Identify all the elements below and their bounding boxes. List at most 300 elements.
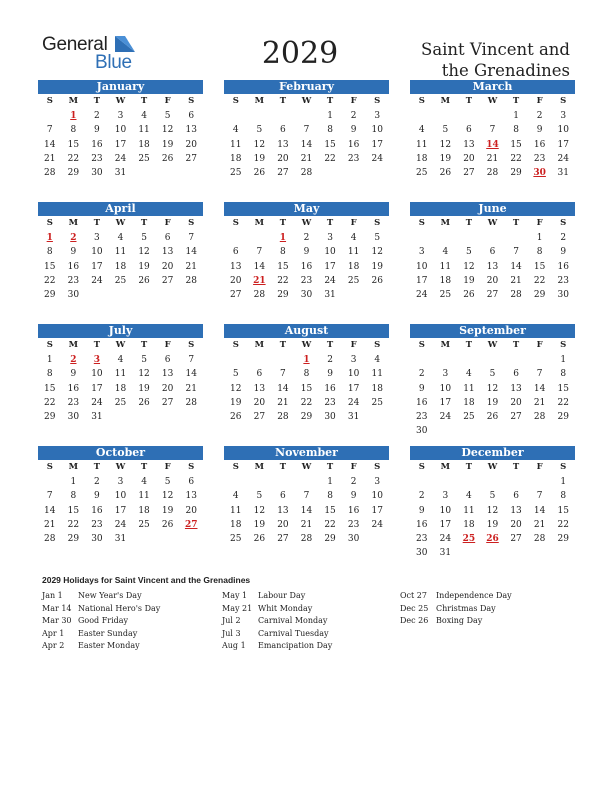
weekday-label: W (301, 96, 312, 106)
weekday-label: S (418, 340, 425, 350)
weekday-label: M (440, 96, 451, 106)
month-days-grid (224, 338, 389, 424)
day-cell: 3 (442, 369, 449, 380)
day-cell: 21 (44, 519, 56, 530)
weekday-label: S (374, 340, 381, 350)
empty-day-cell (504, 231, 528, 245)
day-cell: 9 (94, 125, 100, 136)
holiday-date: May 21 (222, 603, 253, 613)
month-days-grid (38, 460, 203, 546)
day-cell: 27 (510, 412, 522, 423)
day-cell: 15 (44, 261, 56, 272)
weekday-label: S (46, 462, 53, 472)
empty-day-cell (528, 475, 552, 489)
day-cell: 27 (161, 397, 174, 408)
day-cell: 30 (67, 290, 80, 301)
day-cell: 12 (463, 261, 475, 272)
day-cell: 31 (114, 534, 127, 545)
day-cell: 4 (117, 233, 124, 243)
weekday-label: T (93, 218, 101, 228)
day-cell: 25 (416, 168, 428, 179)
day-cell: 9 (350, 125, 357, 136)
day-cell: 11 (347, 247, 360, 258)
empty-day-cell (224, 231, 248, 245)
weekday-label: S (560, 218, 567, 228)
empty-day-cell (410, 475, 434, 489)
holiday-day-cell: 3 (93, 355, 101, 365)
weekday-label: S (188, 218, 195, 228)
day-cell: 3 (442, 491, 449, 502)
day-cell: 11 (416, 139, 428, 150)
day-cell: 7 (188, 233, 195, 243)
day-cell: 7 (536, 491, 543, 502)
weekday-label: T (326, 218, 334, 228)
day-cell: 2 (327, 355, 333, 365)
day-cell: 18 (371, 383, 383, 394)
weekday-label: T (326, 96, 334, 106)
day-cell: 26 (161, 519, 174, 530)
day-cell: 13 (185, 491, 197, 502)
day-cell: 18 (463, 397, 475, 408)
month-header: November (224, 446, 389, 460)
empty-day-cell (295, 109, 319, 123)
day-cell: 2 (94, 111, 100, 121)
day-cell: 28 (533, 534, 546, 545)
day-cell: 28 (185, 397, 197, 408)
month-december (410, 446, 575, 561)
day-cell: 21 (185, 383, 197, 394)
empty-day-cell (504, 353, 528, 367)
day-cell: 23 (557, 275, 569, 286)
day-cell: 13 (277, 505, 289, 516)
day-cell: 15 (44, 383, 56, 394)
day-cell: 28 (300, 534, 313, 545)
day-cell: 24 (114, 153, 127, 164)
day-cell: 9 (70, 247, 77, 258)
month-header: April (38, 202, 203, 216)
day-cell: 11 (230, 505, 242, 516)
day-cell: 14 (510, 261, 522, 272)
day-cell: 12 (486, 383, 499, 394)
day-cell: 6 (513, 491, 519, 502)
day-cell: 9 (350, 491, 357, 502)
day-cell: 30 (416, 426, 428, 437)
day-cell: 6 (164, 233, 171, 243)
day-cell: 4 (141, 111, 147, 121)
day-cell: 19 (138, 383, 150, 394)
day-cell: 4 (232, 491, 239, 502)
day-cell: 18 (114, 383, 127, 394)
day-cell: 5 (442, 125, 449, 136)
weekday-label: S (418, 462, 425, 472)
day-cell: 25 (347, 275, 360, 286)
day-cell: 25 (114, 397, 127, 408)
day-cell: 19 (161, 139, 174, 150)
day-cell: 24 (91, 397, 103, 408)
weekday-label: T (465, 462, 473, 472)
day-cell: 2 (418, 491, 425, 502)
day-cell: 31 (439, 548, 452, 559)
holiday-column (42, 590, 160, 653)
weekday-label: W (301, 462, 312, 472)
day-cell: 17 (347, 383, 360, 394)
day-cell: 25 (138, 519, 150, 530)
weekday-label: W (487, 96, 498, 106)
day-cell: 3 (374, 477, 381, 487)
day-cell: 15 (67, 505, 80, 516)
weekday-label: W (487, 340, 498, 350)
day-cell: 1 (327, 477, 333, 487)
day-cell: 3 (418, 247, 425, 258)
month-days-grid (38, 338, 203, 424)
day-cell: 27 (277, 534, 289, 545)
weekday-label: F (350, 218, 357, 228)
empty-day-cell (248, 231, 272, 245)
day-cell: 4 (117, 355, 124, 365)
day-cell: 16 (416, 397, 428, 408)
month-days-grid (224, 94, 389, 180)
day-cell: 21 (300, 519, 313, 530)
country-name-line2: the Grenadines (441, 61, 570, 80)
day-cell: 10 (371, 125, 383, 136)
day-cell: 11 (138, 491, 150, 502)
day-cell: 10 (324, 247, 336, 258)
weekday-label: T (279, 340, 287, 350)
country-name-line1: Saint Vincent and (421, 40, 570, 59)
month-days-grid (410, 338, 575, 439)
holiday-day-cell: 25 (462, 534, 476, 545)
month-march (410, 80, 575, 180)
weekday-label: S (418, 218, 425, 228)
day-cell: 9 (303, 247, 310, 258)
weekday-label: M (440, 462, 451, 472)
holiday-row (42, 590, 160, 603)
day-cell: 10 (557, 125, 569, 136)
day-cell: 4 (232, 125, 239, 136)
day-cell: 1 (327, 111, 333, 121)
day-cell: 27 (463, 168, 475, 179)
month-days-grid (224, 216, 389, 302)
day-cell: 12 (253, 139, 266, 150)
day-cell: 13 (277, 139, 289, 150)
weekday-label: F (350, 462, 357, 472)
month-june (410, 202, 575, 302)
weekday-label: T (279, 96, 287, 106)
day-cell: 10 (91, 369, 103, 380)
day-cell: 22 (67, 153, 80, 164)
holiday-column (400, 590, 512, 628)
month-header: January (38, 80, 203, 94)
day-cell: 18 (114, 261, 127, 272)
holiday-name: Boxing Day (436, 616, 483, 625)
holiday-row (400, 615, 512, 628)
day-cell: 17 (439, 519, 452, 530)
holiday-row (42, 640, 160, 653)
holiday-date: Aug 1 (222, 641, 246, 650)
day-cell: 8 (327, 491, 333, 502)
holiday-name: Carnival Monday (258, 616, 328, 625)
day-cell: 18 (230, 519, 242, 530)
day-cell: 12 (138, 369, 150, 380)
day-cell: 31 (347, 412, 360, 423)
logo-flag-icon (115, 36, 137, 52)
day-cell: 6 (489, 247, 496, 258)
day-cell: 23 (67, 397, 80, 408)
day-cell: 16 (347, 505, 360, 516)
day-cell: 20 (161, 383, 174, 394)
month-days-grid (38, 216, 203, 302)
weekday-label: W (301, 218, 312, 228)
month-days-grid (38, 94, 203, 180)
holiday-row (222, 640, 332, 653)
day-cell: 16 (91, 505, 103, 516)
day-cell: 22 (277, 275, 289, 286)
day-cell: 24 (91, 275, 103, 286)
day-cell: 30 (67, 412, 80, 423)
day-cell: 23 (324, 397, 336, 408)
day-cell: 9 (327, 369, 333, 380)
holiday-list-title: 2029 Holidays for Saint Vincent and the Grenadines (42, 575, 251, 585)
weekday-label: S (374, 96, 381, 106)
logo (42, 34, 142, 74)
day-cell: 10 (371, 491, 383, 502)
day-cell: 7 (303, 491, 310, 502)
day-cell: 8 (560, 369, 567, 380)
day-cell: 20 (230, 275, 242, 286)
weekday-label: W (115, 340, 126, 350)
day-cell: 27 (230, 290, 242, 301)
holiday-day-cell: 2 (70, 233, 77, 243)
day-cell: 23 (91, 153, 103, 164)
day-cell: 6 (280, 491, 286, 502)
weekday-label: F (350, 96, 357, 106)
day-cell: 21 (300, 153, 313, 164)
weekday-label: S (232, 218, 239, 228)
day-cell: 11 (114, 247, 127, 258)
day-cell: 14 (44, 139, 56, 150)
month-header: March (410, 80, 575, 94)
holiday-row (42, 615, 160, 628)
weekday-label: T (140, 462, 148, 472)
day-cell: 14 (533, 505, 546, 516)
day-cell: 10 (114, 125, 127, 136)
weekday-label: W (115, 218, 126, 228)
weekday-label: F (164, 462, 171, 472)
day-cell: 1 (46, 355, 53, 365)
day-cell: 12 (230, 383, 242, 394)
empty-day-cell (295, 475, 319, 489)
day-cell: 14 (300, 505, 313, 516)
day-cell: 15 (533, 261, 546, 272)
day-cell: 26 (230, 412, 242, 423)
day-cell: 15 (324, 505, 336, 516)
day-cell: 4 (141, 477, 147, 487)
day-cell: 7 (280, 369, 286, 380)
day-cell: 29 (67, 168, 80, 179)
day-cell: 27 (277, 168, 289, 179)
day-cell: 3 (117, 111, 124, 121)
day-cell: 23 (67, 275, 80, 286)
weekday-label: T (93, 340, 101, 350)
day-cell: 13 (510, 505, 522, 516)
day-cell: 8 (536, 247, 543, 258)
day-cell: 15 (324, 139, 336, 150)
weekday-label: F (164, 340, 171, 350)
day-cell: 19 (138, 261, 150, 272)
day-cell: 20 (486, 275, 499, 286)
empty-day-cell (528, 353, 552, 367)
holiday-date: Jan 1 (42, 591, 63, 600)
empty-day-cell (248, 353, 272, 367)
day-cell: 1 (560, 477, 567, 487)
day-cell: 5 (489, 491, 496, 502)
day-cell: 11 (371, 369, 383, 380)
day-cell: 16 (557, 261, 569, 272)
day-cell: 6 (188, 477, 195, 487)
day-cell: 29 (510, 168, 522, 179)
day-cell: 8 (560, 491, 567, 502)
day-cell: 17 (439, 397, 452, 408)
weekday-label: T (465, 340, 473, 350)
day-cell: 4 (442, 247, 449, 258)
holiday-name: Carnival Tuesday (258, 628, 329, 638)
day-cell: 15 (300, 383, 313, 394)
holiday-date: May 1 (222, 591, 248, 600)
day-cell: 30 (557, 290, 569, 301)
holiday-row (222, 628, 332, 641)
weekday-label: M (68, 340, 79, 350)
day-cell: 22 (324, 153, 336, 164)
holiday-day-cell: 1 (46, 233, 53, 243)
day-cell: 18 (463, 519, 475, 530)
day-cell: 22 (557, 397, 569, 408)
day-cell: 26 (486, 412, 499, 423)
empty-day-cell (481, 353, 505, 367)
day-cell: 3 (350, 355, 357, 365)
month-january (38, 80, 203, 180)
day-cell: 5 (164, 477, 171, 487)
day-cell: 12 (439, 139, 452, 150)
day-cell: 21 (533, 519, 546, 530)
day-cell: 16 (67, 383, 80, 394)
day-cell: 13 (161, 247, 174, 258)
day-cell: 17 (91, 261, 103, 272)
day-cell: 10 (416, 261, 428, 272)
day-cell: 15 (67, 139, 80, 150)
day-cell: 14 (253, 261, 266, 272)
day-cell: 14 (300, 139, 313, 150)
weekday-label: S (232, 462, 239, 472)
day-cell: 21 (185, 261, 197, 272)
day-cell: 7 (46, 491, 53, 502)
day-cell: 30 (91, 534, 103, 545)
holiday-name: Labour Day (258, 591, 306, 600)
day-cell: 5 (256, 125, 263, 136)
day-cell: 23 (533, 153, 546, 164)
day-cell: 11 (463, 383, 475, 394)
day-cell: 22 (533, 275, 546, 286)
day-cell: 6 (280, 125, 286, 136)
weekday-label: T (465, 96, 473, 106)
holiday-date: Mar 30 (42, 616, 72, 625)
day-cell: 31 (91, 412, 103, 423)
holiday-name: National Hero's Day (78, 603, 161, 613)
day-cell: 24 (371, 519, 383, 530)
day-cell: 16 (91, 139, 103, 150)
day-cell: 20 (463, 153, 475, 164)
weekday-label: M (440, 218, 451, 228)
day-cell: 20 (185, 505, 197, 516)
holiday-name: Good Friday (78, 616, 129, 625)
holiday-name: Easter Monday (78, 641, 140, 650)
empty-day-cell (271, 353, 295, 367)
weekday-label: M (68, 218, 79, 228)
holiday-date: Jul 3 (222, 628, 241, 638)
day-cell: 25 (439, 290, 452, 301)
day-cell: 11 (439, 261, 452, 272)
weekday-label: T (465, 218, 473, 228)
day-cell: 30 (416, 548, 428, 559)
day-cell: 5 (232, 369, 239, 380)
empty-day-cell (457, 353, 481, 367)
month-header: July (38, 324, 203, 338)
weekday-label: S (418, 96, 425, 106)
calendar-grid (38, 80, 575, 560)
day-cell: 19 (161, 505, 174, 516)
month-october (38, 446, 203, 546)
weekday-label: T (140, 340, 148, 350)
month-header: October (38, 446, 203, 460)
day-cell: 17 (324, 261, 336, 272)
day-cell: 26 (138, 397, 150, 408)
day-cell: 23 (347, 519, 360, 530)
day-cell: 6 (466, 125, 472, 136)
holiday-day-cell: 1 (303, 355, 310, 365)
day-cell: 29 (557, 412, 569, 423)
day-cell: 7 (188, 355, 195, 365)
empty-day-cell (248, 109, 272, 123)
day-cell: 26 (463, 290, 475, 301)
day-cell: 4 (466, 369, 472, 380)
day-cell: 11 (138, 125, 150, 136)
weekday-label: F (536, 340, 543, 350)
weekday-label: T (512, 96, 520, 106)
day-cell: 14 (185, 247, 197, 258)
day-cell: 10 (91, 247, 103, 258)
weekday-label: M (254, 340, 265, 350)
day-cell: 5 (141, 355, 147, 365)
day-cell: 17 (371, 139, 383, 150)
holiday-column (222, 590, 332, 653)
holiday-row (42, 603, 160, 616)
day-cell: 16 (300, 261, 313, 272)
day-cell: 22 (324, 519, 336, 530)
weekday-label: M (254, 218, 265, 228)
empty-day-cell (434, 231, 458, 245)
holiday-row (400, 603, 512, 616)
weekday-label: S (232, 96, 239, 106)
day-cell: 16 (67, 261, 80, 272)
day-cell: 14 (533, 383, 546, 394)
day-cell: 6 (513, 369, 519, 380)
day-cell: 28 (185, 275, 197, 286)
day-cell: 23 (347, 153, 360, 164)
empty-day-cell (224, 475, 248, 489)
holiday-name: Independence Day (436, 591, 512, 600)
day-cell: 6 (188, 111, 195, 121)
day-cell: 23 (416, 534, 428, 545)
month-days-grid (410, 94, 575, 180)
